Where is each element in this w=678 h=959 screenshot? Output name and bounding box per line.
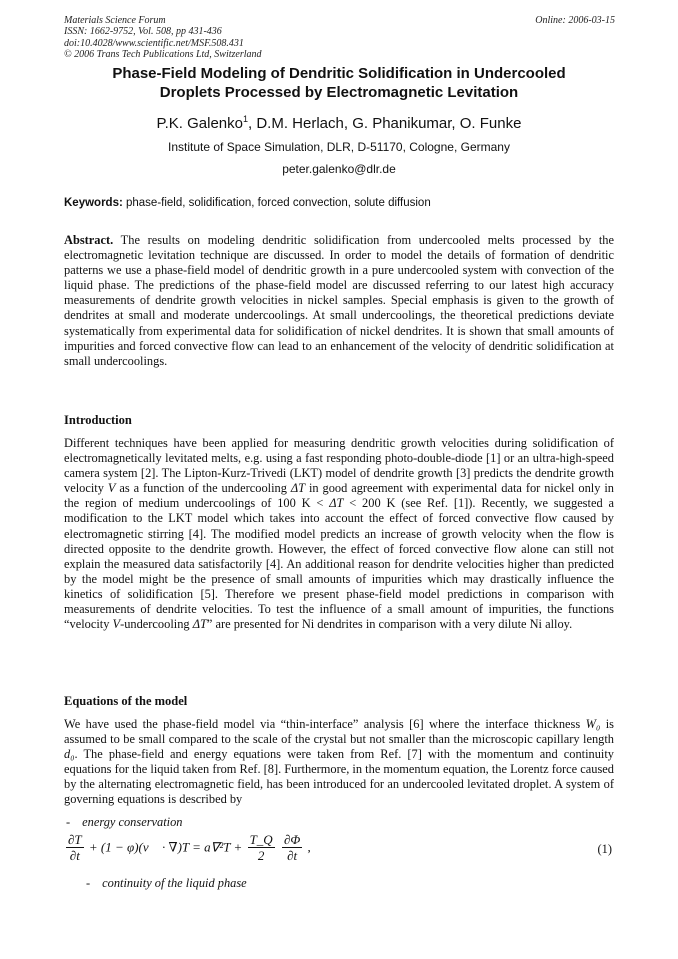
- issn-line: ISSN: 1662-9752, Vol. 508, pp 431-436: [64, 26, 222, 38]
- eq-text-3: . The phase-field and energy equations were taken from Ref. [7] with the momentum and continuity equations for the liquid taken from Ref. [8]. Furthermore, in the momentum equation, the Lorentz force caused by the alternating electromagnetic field, has been introduced for an undercooled levitated droplet. A system of governing equations is described by: [64, 747, 614, 807]
- list-dash: -: [86, 876, 91, 890]
- intro-symbol-v: V: [107, 481, 116, 496]
- abstract-label: Abstract.: [64, 233, 114, 247]
- copyright-line: © 2006 Trans Tech Publications Ltd, Switzerland: [64, 48, 262, 60]
- dphi-dt-fraction: [282, 832, 302, 863]
- title-line-2: Droplets Processed by Electromagnetic Levitation: [159, 84, 519, 101]
- author-list: [60, 114, 618, 132]
- introduction-heading: Introduction: [64, 413, 132, 427]
- tq-fraction: [248, 832, 275, 863]
- keywords: [64, 197, 431, 209]
- intro-text-4: < 200 K (see Ref. [1]). Recently, we suggested a modification to the LKT model which takes into account the effect of forced convective flow caused by electromagnetic stirring [4]. The modified model predicts an increase of growth velocity when the flow is directed opposite to the dendrite growth. However, the effect of forced convective flow alone can still not explain the measured data satisfactorily [4]. An additional reason for dendrite velocities higher than predicted by the model might be the presence of small amounts of impurities which may drastically influence the kinetics of solidification [5]. Therefore we present phase-field model predictions in comparison with measurements of dendrite velocities. To test the influence of a small amount of impurities, the functions “velocity: [64, 496, 614, 632]
- fraction-numerator: ∂T: [68, 832, 82, 847]
- equation-number: (1): [597, 842, 612, 856]
- introduction-paragraph: [64, 436, 614, 632]
- energy-conservation-label: energy conservation: [82, 815, 183, 829]
- title-line-1: Phase-Field Modeling of Dendritic Solidification in Undercooled: [112, 65, 566, 82]
- journal-name: Materials Science Forum: [64, 15, 166, 26]
- intro-text-3: in good agreement with experimental data for nickel only in the region of medium undercoolings of 100 K <: [64, 481, 614, 511]
- intro-symbol-dt: ΔT: [290, 481, 306, 496]
- fraction-denominator: ∂t: [287, 848, 298, 863]
- fraction-denominator: ∂t: [69, 848, 80, 863]
- online-date: Online: 2006-03-15: [535, 15, 615, 26]
- list-dash: -: [66, 815, 71, 829]
- intro-symbol-dt-2: ΔT: [329, 496, 344, 511]
- affiliation: Institute of Space Simulation, DLR, D-51170, Cologne, Germany: [168, 140, 510, 154]
- author-footnote-mark: 1: [243, 114, 249, 124]
- eq-symbol-d0: d₀: [64, 747, 75, 762]
- abstract-text: The results on modeling dendritic solidification from undercooled melts processed by the electromagnetic levitation technique are discussed. In order to model the details of formation of dendritic patterns we use a phase-field model of dendritic growth in a pure undercooled system with convection of the liquid phase. The predictions of the phase-field model are discussed referring to our latest high accuracy measurements of dendrite growth velocities in nickel samples. Special emphasis is given to the growth of dendrites at small and moderate undercoolings. At small undercoolings, the theoretical predictions deviate systematically from experimental data for solidification of nickel dendrites. It is shown that small amounts of impurities and forced convective flow can lead to an enhancement of the velocity of dendritic solidification at small undercoolings.: [64, 233, 614, 368]
- intro-symbol-dt-3: ΔT: [192, 617, 207, 632]
- energy-conservation-item: [66, 815, 183, 830]
- abstract: [64, 233, 614, 369]
- equation-1-middle: + (1 − φ)(v⃗ · ∇)T = a∇²T +: [88, 839, 243, 855]
- continuity-label: continuity of the liquid phase: [102, 876, 247, 890]
- equations-paragraph: [64, 717, 614, 808]
- intro-symbol-v-2: V: [112, 617, 121, 632]
- author-email[interactable]: peter.galenko@dlr.de: [282, 162, 396, 176]
- doi-line[interactable]: doi:10.4028/www.scientific.net/MSF.508.431: [64, 37, 244, 49]
- equation-1-end: ,: [307, 839, 311, 855]
- fraction-denominator: 2: [257, 848, 265, 863]
- dT-dt-fraction: [66, 832, 84, 863]
- intro-text-5: -undercooling: [120, 617, 193, 632]
- eq-symbol-w0: W₀: [585, 717, 601, 731]
- equation-1-body: [64, 832, 311, 863]
- equations-heading: Equations of the model: [64, 694, 188, 708]
- eq-text-2: is assumed to be small compared to the scale of the crystal but not smaller than the microscopic capillary length: [64, 717, 614, 747]
- first-author: P.K. Galenko: [156, 115, 243, 132]
- keywords-label: Keywords:: [64, 197, 123, 209]
- fraction-numerator: ∂Φ: [283, 832, 301, 847]
- other-authors: , D.M. Herlach, G. Phanikumar, O. Funke: [248, 115, 522, 132]
- intro-text-2: as a function of the undercooling: [115, 481, 291, 496]
- paper-title: [60, 64, 618, 102]
- continuity-item: [86, 876, 247, 891]
- intro-text-1: Different techniques have been applied for measuring dendritic growth velocities during solidification of electromagnetically levitated melts, e.g. using a fast responding photo-double-diode [1] or an ultra-high-speed camera system [2]. The Lipton-Kurz-Trivedi (LKT) model of dendrite growth [3] predicts the dendrite growth velocity: [64, 436, 614, 496]
- journal-header: [64, 15, 262, 60]
- eq-text-1: We have used the phase-field model via “thin-interface” analysis [6] where the interface thickness: [64, 717, 586, 731]
- fraction-numerator: T_Q: [249, 832, 273, 847]
- equation-1: [64, 832, 614, 872]
- intro-text-6: ” are presented for Ni dendrites in comparison with a very dilute Ni alloy.: [206, 617, 573, 632]
- keywords-text: phase-field, solidification, forced convection, solute diffusion: [122, 197, 431, 209]
